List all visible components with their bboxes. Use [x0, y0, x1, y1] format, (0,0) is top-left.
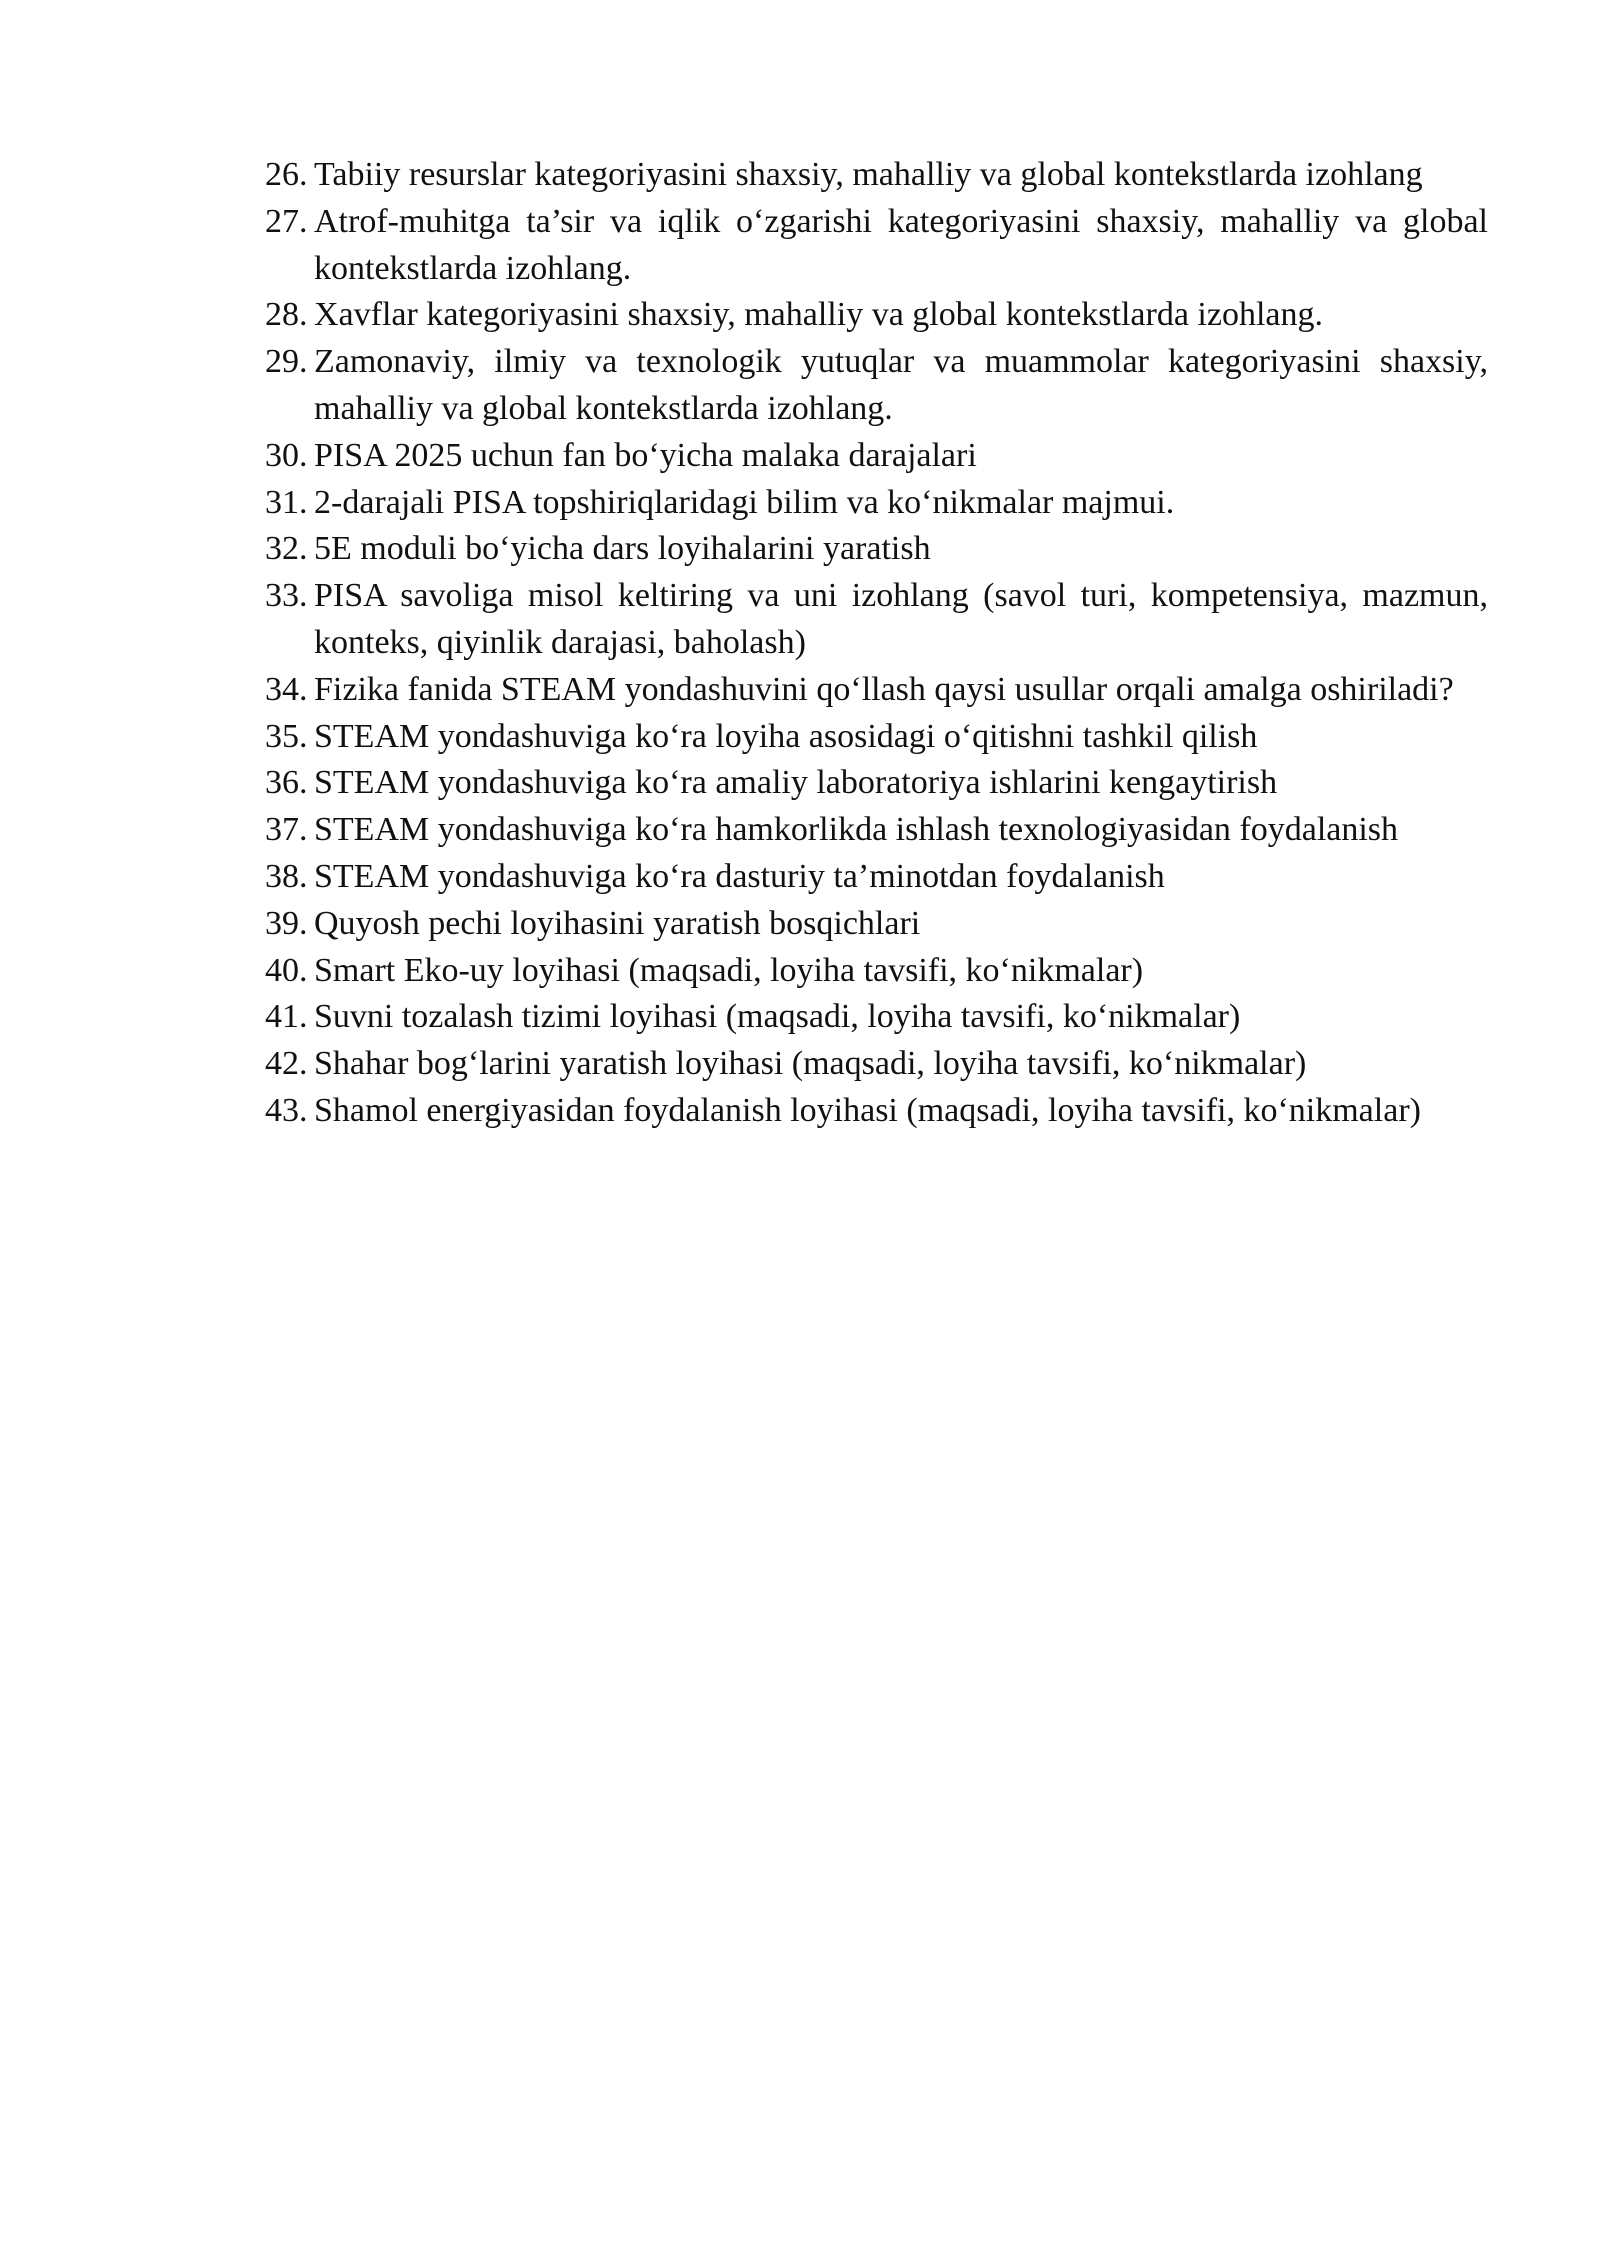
question-list	[265, 152, 1488, 1135]
list-item	[265, 433, 1488, 480]
list-item	[265, 1088, 1488, 1135]
item-number: 41.	[265, 998, 308, 1036]
item-number: 38.	[265, 857, 308, 895]
item-text: Tabiiy resurslar kategoriyasini shaxsiy, mahalliy va global kontekstlarda izohlang	[314, 156, 1423, 193]
item-text: PISA savoliga misol keltiring va uni izohlang (savol turi, kompetensiya, mazmun, konteks, qiyinlik darajasi, baholash)	[314, 577, 1488, 661]
list-item	[265, 760, 1488, 807]
list-item	[265, 526, 1488, 573]
item-text: Smart Eko-uy loyihasi (maqsadi, loyiha tavsifi, ko‘nikmalar)	[314, 951, 1144, 989]
item-number: 36.	[265, 764, 308, 802]
list-item	[265, 292, 1488, 339]
list-item	[265, 480, 1488, 527]
list-item	[265, 339, 1488, 433]
item-number: 34.	[265, 670, 308, 708]
item-number: 28.	[265, 296, 308, 334]
item-number: 39.	[265, 904, 308, 942]
list-item	[265, 152, 1488, 199]
item-number: 32.	[265, 530, 308, 568]
list-item	[265, 667, 1488, 714]
list-item	[265, 1041, 1488, 1088]
item-number: 26.	[265, 156, 308, 193]
list-item	[265, 994, 1488, 1041]
list-item	[265, 948, 1488, 995]
item-number: 31.	[265, 483, 308, 521]
item-number: 42.	[265, 1045, 308, 1083]
item-text: Quyosh pechi loyihasini yaratish bosqichlari	[314, 904, 921, 942]
item-text: PISA 2025 uchun fan bo‘yicha malaka darajalari	[314, 436, 977, 474]
item-number: 33.	[265, 577, 308, 615]
item-text: Shahar bog‘larini yaratish loyihasi (maqsadi, loyiha tavsifi, ko‘nikmalar)	[314, 1045, 1307, 1083]
list-item	[265, 573, 1488, 667]
list-item	[265, 199, 1488, 293]
item-text: Shamol energiyasidan foydalanish loyihasi (maqsadi, loyiha tavsifi, ko‘nikmalar)	[314, 1091, 1421, 1129]
item-text: Zamonaviy, ilmiy va texnologik yutuqlar va muammolar kategoriyasini shaxsiy, mahalliy va global kontekstlarda izohlang.	[314, 343, 1488, 427]
item-text: Xavflar kategoriyasini shaxsiy, mahalliy va global kontekstlarda izohlang.	[314, 296, 1324, 334]
item-number: 37.	[265, 811, 308, 849]
item-number: 43.	[265, 1091, 308, 1129]
list-item	[265, 807, 1488, 854]
item-text: STEAM yondashuviga ko‘ra dasturiy ta’minotdan foydalanish	[314, 857, 1165, 895]
item-text: 5E moduli bo‘yicha dars loyihalarini yaratish	[314, 530, 931, 568]
list-item	[265, 901, 1488, 948]
item-number: 27.	[265, 202, 308, 240]
item-text: STEAM yondashuviga ko‘ra amaliy laboratoriya ishlarini kengaytirish	[314, 764, 1278, 802]
item-text: STEAM yondashuviga ko‘ra hamkorlikda ishlash texnologiyasidan foydalanish	[314, 811, 1399, 849]
item-text: Atrof-muhitga ta’sir va iqlik o‘zgarishi kategoriyasini shaxsiy, mahalliy va global kontekstlarda izohlang.	[314, 202, 1488, 287]
list-item	[265, 854, 1488, 901]
list-item	[265, 714, 1488, 761]
item-number: 29.	[265, 343, 308, 381]
item-number: 40.	[265, 951, 308, 989]
item-text: STEAM yondashuviga ko‘ra loyiha asosidagi o‘qitishni tashkil qilish	[314, 717, 1258, 755]
item-text: Suvni tozalash tizimi loyihasi (maqsadi, loyiha tavsifi, ko‘nikmalar)	[314, 998, 1241, 1036]
item-number: 35.	[265, 717, 308, 755]
item-number: 30.	[265, 436, 308, 474]
item-text: Fizika fanida STEAM yondashuvini qo‘llash qaysi usullar orqali amalga oshiriladi?	[314, 670, 1454, 708]
item-text: 2-darajali PISA topshiriqlaridagi bilim va ko‘nikmalar majmui.	[314, 483, 1175, 521]
